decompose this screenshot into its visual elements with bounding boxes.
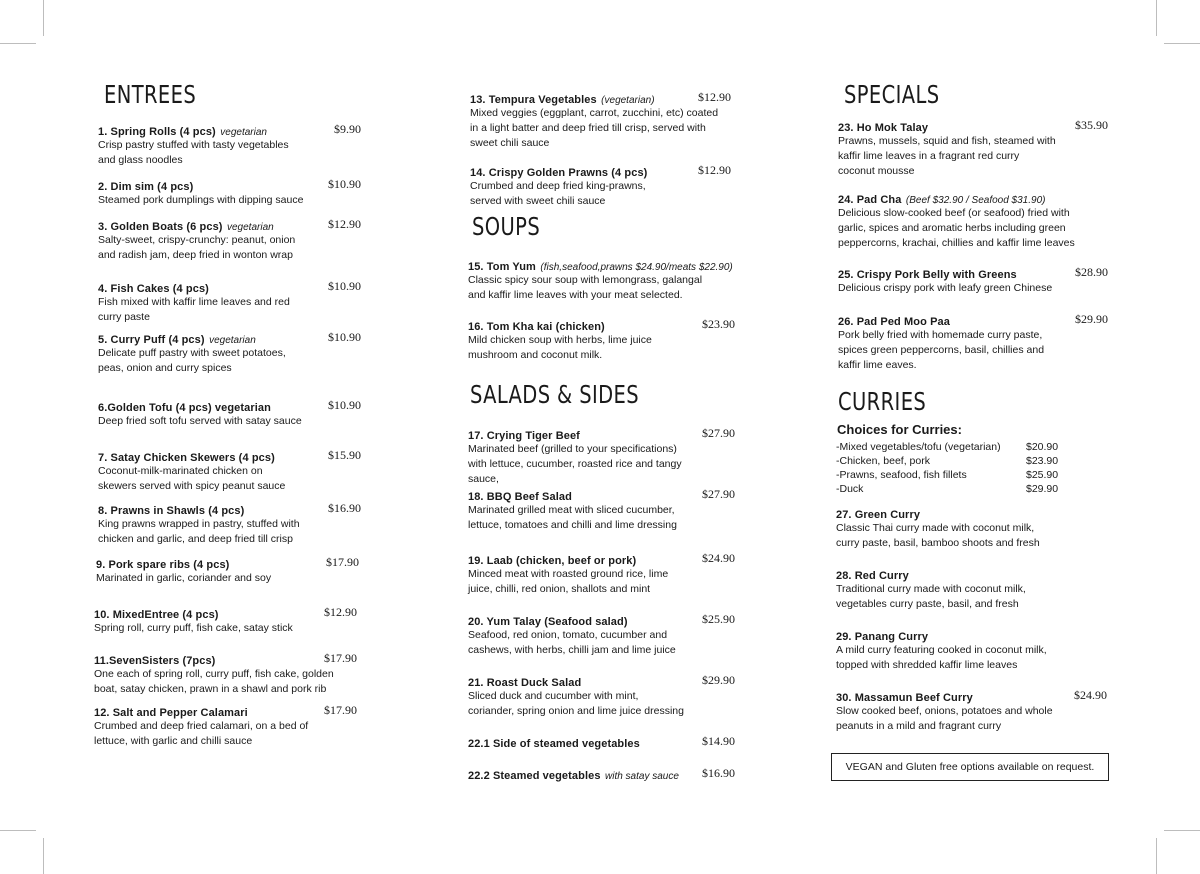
curry-choice-row	[836, 483, 1076, 497]
menu-item-note: (Beef $32.90 / Seafood $31.90)	[905, 195, 1046, 206]
menu-item-price: $35.90	[1075, 118, 1108, 132]
menu-item-description: Mixed veggies (eggplant, carrot, zucchini, etc) coated	[470, 107, 719, 119]
menu-item	[838, 190, 1114, 251]
menu-item	[838, 118, 1114, 179]
menu-item-description: spices green peppercorns, basil, chillies and	[838, 344, 1045, 356]
menu-item-price: $12.90	[698, 163, 731, 177]
menu-item	[94, 605, 364, 636]
menu-item-header	[838, 118, 1114, 134]
menu-item-header	[94, 703, 364, 719]
menu-item	[98, 279, 364, 325]
menu-item-header	[838, 190, 1114, 206]
menu-item	[468, 257, 738, 303]
menu-item	[98, 177, 364, 208]
menu-item	[98, 122, 364, 168]
menu-item-description: Slow cooked beef, onions, potatoes and whole	[836, 705, 1053, 717]
curry-choice-price: $25.90	[1026, 469, 1059, 481]
menu-item	[96, 555, 364, 586]
menu-item-description: lettuce, tomatoes and chilli and lime dressing	[468, 519, 677, 531]
menu-item-name: 7. Satay Chicken Skewers (4 pcs)	[98, 452, 275, 464]
menu-item	[838, 265, 1114, 296]
menu-item-header	[468, 734, 738, 750]
menu-item-description: A mild curry featuring cooked in coconut milk,	[836, 644, 1047, 656]
menu-item-description: Pork belly fried with homemade curry paste,	[838, 329, 1043, 341]
menu-item-name: 25. Crispy Pork Belly with Greens	[838, 269, 1017, 281]
menu-item-header	[468, 551, 738, 567]
menu-item-price: $24.90	[1074, 688, 1107, 702]
menu-item-name: 29. Panang Curry	[836, 631, 929, 643]
menu-item-description: Delicate puff pastry with sweet potatoes,	[98, 347, 286, 359]
menu-item-price: $10.90	[328, 330, 361, 344]
menu-item-description: in a light batter and deep fried till crisp, served with	[470, 122, 706, 134]
menu-item-description: Salty-sweet, crispy-crunchy: peanut, onion	[98, 234, 296, 246]
menu-item	[468, 551, 738, 597]
menu-item-name: 15. Tom Yum	[468, 261, 536, 273]
menu-item-description: Crisp pastry stuffed with tasty vegetables	[98, 139, 289, 151]
menu-item	[98, 330, 364, 376]
menu-item-price: $17.90	[326, 555, 359, 569]
menu-item-price: $10.90	[328, 398, 361, 412]
menu-item-price: $16.90	[328, 501, 361, 515]
menu-item-description: Traditional curry made with coconut milk,	[836, 583, 1026, 595]
menu-item-description: and radish jam, deep fried in wonton wrap	[98, 249, 293, 261]
menu-item-description: sauce,	[468, 473, 499, 485]
menu-item-name: 10. MixedEntree (4 pcs)	[94, 609, 219, 621]
curry-choice-label: -Prawns, seafood, fish fillets	[836, 469, 967, 481]
crop-mark	[1164, 43, 1200, 44]
menu-item-description: Mild chicken soup with herbs, lime juice	[468, 334, 652, 346]
menu-item-header	[836, 505, 1114, 521]
menu-item	[94, 651, 364, 697]
menu-item-description: peanuts in a mild and fragrant curry	[836, 720, 1002, 732]
menu-item-name: 30. Massamun Beef Curry	[836, 692, 973, 704]
menu-item-header	[470, 90, 738, 106]
menu-item-header	[468, 766, 738, 782]
menu-item-description: skewers served with spicy peanut sauce	[98, 480, 286, 492]
menu-item-name: 12. Salt and Pepper Calamari	[94, 707, 248, 719]
menu-item-header	[98, 501, 364, 517]
menu-item	[836, 627, 1114, 673]
specials-heading: SPECIALS	[844, 80, 940, 109]
menu-item-price: $10.90	[328, 177, 361, 191]
menu-item-header	[94, 605, 364, 621]
menu-item-header	[838, 312, 1114, 328]
menu-item	[468, 317, 738, 363]
menu-item-header	[98, 177, 364, 193]
menu-item-description: Fish mixed with kaffir lime leaves and red	[98, 296, 290, 308]
menu-item-price: $27.90	[702, 426, 735, 440]
menu-item-description: curry paste	[98, 311, 150, 323]
curry-choice-row	[836, 441, 1076, 455]
curry-choices-title: Choices for Curries:	[837, 422, 962, 437]
menu-item-description: Sliced duck and cucumber with mint,	[468, 690, 639, 702]
menu-item	[98, 501, 364, 547]
menu-item-header	[470, 163, 738, 179]
menu-item-description: peppercorns, krachai, chillies and kaffir lime leaves	[838, 237, 1075, 249]
menu-item-price: $9.90	[334, 122, 361, 136]
menu-item-name: 28. Red Curry	[836, 570, 909, 582]
menu-item	[98, 217, 364, 263]
menu-item-note: vegetarian	[209, 335, 256, 346]
menu-item-price: $12.90	[698, 90, 731, 104]
menu-item-description: Steamed pork dumplings with dipping sauce	[98, 194, 304, 206]
menu-item-description: lettuce, with garlic and chilli sauce	[94, 735, 253, 747]
menu-item-header	[98, 448, 364, 464]
menu-item	[468, 734, 738, 750]
crop-mark	[1156, 0, 1157, 36]
menu-item-name: 3. Golden Boats (6 pcs)	[98, 221, 223, 233]
menu-item-description: garlic, spices and aromatic herbs including green	[838, 222, 1066, 234]
menu-item-price: $15.90	[328, 448, 361, 462]
curries-heading: CURRIES	[838, 387, 927, 416]
menu-item-description: Crumbed and deep fried king-prawns,	[470, 180, 646, 192]
curry-choice-price: $20.90	[1026, 441, 1059, 453]
menu-item-note: vegetarian	[227, 222, 274, 233]
curry-choice-price: $29.90	[1026, 483, 1059, 495]
menu-item-name: 24. Pad Cha	[838, 194, 902, 206]
menu-item	[468, 766, 738, 782]
menu-item-description: Classic Thai curry made with coconut milk,	[836, 522, 1035, 534]
menu-item-name: 8. Prawns in Shawls (4 pcs)	[98, 505, 245, 517]
crop-mark	[43, 0, 44, 36]
menu-item-header	[468, 487, 738, 503]
menu-item	[468, 612, 738, 658]
menu-item-name: 17. Crying Tiger Beef	[468, 430, 580, 442]
menu-item-header	[468, 426, 738, 442]
menu-item-description: Marinated beef (grilled to your specifications)	[468, 443, 677, 455]
menu-item-price: $27.90	[702, 487, 735, 501]
menu-item-header	[468, 317, 738, 333]
curry-choice-label: -Mixed vegetables/tofu (vegetarian)	[836, 441, 1001, 453]
menu-item-header	[98, 330, 364, 346]
menu-item-price: $12.90	[328, 217, 361, 231]
menu-item-description: Marinated grilled meat with sliced cucumber,	[468, 504, 675, 516]
menu-item-name: 27. Green Curry	[836, 509, 921, 521]
menu-item-name: 20. Yum Talay (Seafood salad)	[468, 616, 628, 628]
salads-heading: SALADS & SIDES	[470, 380, 640, 409]
curry-choice-label: -Chicken, beef, pork	[836, 455, 930, 467]
menu-item-name: 26. Pad Ped Moo Paa	[838, 316, 950, 328]
menu-item-note: vegetarian	[220, 127, 267, 138]
menu-item-name: 22.1 Side of steamed vegetables	[468, 738, 640, 750]
menu-item-name: 9. Pork spare ribs (4 pcs)	[96, 559, 230, 571]
menu-item-name: 13. Tempura Vegetables	[470, 94, 597, 106]
menu-item-header	[98, 217, 364, 233]
menu-item-description: curry paste, basil, bamboo shoots and fresh	[836, 537, 1040, 549]
menu-item-header	[98, 398, 364, 414]
menu-item	[468, 426, 738, 487]
menu-item-price: $28.90	[1075, 265, 1108, 279]
menu-item-note: (vegetarian)	[601, 95, 655, 106]
menu-item-price: $29.90	[702, 673, 735, 687]
menu-item-header	[98, 122, 364, 138]
menu-item-name: 11.SevenSisters (7pcs)	[94, 655, 216, 667]
entrees-heading: ENTREES	[104, 80, 197, 109]
menu-item-description: coconut mousse	[838, 165, 915, 177]
crop-mark	[0, 43, 36, 44]
menu-item-description: Seafood, red onion, tomato, cucumber and	[468, 629, 668, 641]
menu-item-name: 14. Crispy Golden Prawns (4 pcs)	[470, 167, 648, 179]
menu-item-price: $16.90	[702, 766, 735, 780]
menu-item-description: Classic spicy sour soup with lemongrass, galangal	[468, 274, 703, 286]
menu-item-name: 21. Roast Duck Salad	[468, 677, 582, 689]
menu-item-description: Marinated in garlic, coriander and soy	[96, 572, 272, 584]
menu-item-description: Coconut-milk-marinated chicken on	[98, 465, 263, 477]
menu-item-name: 4. Fish Cakes (4 pcs)	[98, 283, 209, 295]
menu-item-name: 19. Laab (chicken, beef or pork)	[468, 555, 637, 567]
menu-item	[98, 448, 364, 494]
menu-item-description: chicken and garlic, and deep fried till crisp	[98, 533, 293, 545]
menu-item-name: 5. Curry Puff (4 pcs)	[98, 334, 205, 346]
soups-heading: SOUPS	[472, 212, 541, 241]
crop-mark	[1164, 830, 1200, 831]
crop-mark	[1156, 838, 1157, 874]
menu-item	[836, 505, 1114, 551]
menu-item-description: with lettuce, cucumber, roasted rice and tangy	[468, 458, 682, 470]
menu-item-header	[96, 555, 364, 571]
menu-item-description: served with sweet chili sauce	[470, 195, 606, 207]
menu-item-description: Prawns, mussels, squid and fish, steamed with	[838, 135, 1056, 147]
menu-item-description: sweet chili sauce	[470, 137, 550, 149]
menu-item-description: Minced meat with roasted ground rice, lime	[468, 568, 669, 580]
menu-item	[98, 398, 364, 429]
menu-item	[836, 688, 1114, 734]
menu-item-price: $12.90	[324, 605, 357, 619]
menu-item	[836, 566, 1114, 612]
menu-item-header	[468, 612, 738, 628]
menu-item-price: $23.90	[702, 317, 735, 331]
menu-item-price: $29.90	[1075, 312, 1108, 326]
menu-item-header	[838, 265, 1114, 281]
menu-item-description: Crumbed and deep fried calamari, on a bed of	[94, 720, 309, 732]
menu-item-description: kaffir lime eaves.	[838, 359, 917, 371]
menu-item-description: and glass noodles	[98, 154, 183, 166]
menu-item-description: vegetables curry paste, basil, and fresh	[836, 598, 1019, 610]
menu-item	[838, 312, 1114, 373]
menu-item-header	[94, 651, 364, 667]
menu-item-header	[836, 627, 1114, 643]
menu-item-name: 2. Dim sim (4 pcs)	[98, 181, 194, 193]
menu-item-description: juice, chilli, red onion, shallots and mint	[468, 583, 651, 595]
crop-mark	[0, 830, 36, 831]
menu-item-description: Deep fried soft tofu served with satay sauce	[98, 415, 302, 427]
curry-choice-label: -Duck	[836, 483, 864, 495]
menu-item-price: $24.90	[702, 551, 735, 565]
menu-item-price: $17.90	[324, 651, 357, 665]
menu-item-price: $14.90	[702, 734, 735, 748]
dietary-notice: VEGAN and Gluten free options available on request.	[831, 753, 1109, 781]
menu-item-header	[98, 279, 364, 295]
menu-item-name: 18. BBQ Beef Salad	[468, 491, 572, 503]
menu-item-name: 1. Spring Rolls (4 pcs)	[98, 126, 216, 138]
menu-item	[470, 163, 738, 209]
menu-item-header	[836, 688, 1114, 704]
menu-item-price: $17.90	[324, 703, 357, 717]
menu-item-description: One each of spring roll, curry puff, fish cake, golden	[94, 668, 334, 680]
curry-choice-row	[836, 455, 1076, 469]
menu-item-description: kaffir lime leaves in a fragrant red curry	[838, 150, 1020, 162]
menu-item-header	[468, 673, 738, 689]
menu-item-header	[468, 257, 738, 273]
menu-item-description: Delicious slow-cooked beef (or seafood) fried with	[838, 207, 1070, 219]
menu-item-description: topped with shredded kaffir lime leaves	[836, 659, 1018, 671]
menu-item-description: Spring roll, curry puff, fish cake, satay stick	[94, 622, 293, 634]
menu-item-price: $25.90	[702, 612, 735, 626]
curry-choice-price: $23.90	[1026, 455, 1059, 467]
menu-item-description: Delicious crispy pork with leafy green Chinese	[838, 282, 1053, 294]
menu-item-description: boat, satay chicken, prawn in a shawl and pork rib	[94, 683, 327, 695]
menu-item-description: cashews, with herbs, chilli jam and lime juice	[468, 644, 676, 656]
curry-choice-row	[836, 469, 1076, 483]
menu-item-header	[836, 566, 1114, 582]
menu-item-description: peas, onion and curry spices	[98, 362, 232, 374]
menu-item	[468, 673, 738, 719]
menu-item-note: (fish,seafood,prawns $24.90/meats $22.90)	[540, 262, 733, 273]
menu-item-description: King prawns wrapped in pastry, stuffed with	[98, 518, 300, 530]
menu-item-name: 16. Tom Kha kai (chicken)	[468, 321, 605, 333]
menu-item	[94, 703, 364, 749]
menu-item-name: 6.Golden Tofu (4 pcs) vegetarian	[98, 402, 271, 414]
menu-item-description: mushroom and coconut milk.	[468, 349, 603, 361]
menu-item	[470, 90, 738, 151]
menu-item-description: coriander, spring onion and lime juice dressing	[468, 705, 684, 717]
menu-item-note: with satay sauce	[605, 771, 679, 782]
menu-item-description: and kaffir lime leaves with your meat selected.	[468, 289, 683, 301]
menu-item-name: 22.2 Steamed vegetables	[468, 770, 601, 782]
crop-mark	[43, 838, 44, 874]
menu-item-name: 23. Ho Mok Talay	[838, 122, 929, 134]
menu-item-price: $10.90	[328, 279, 361, 293]
menu-item	[468, 487, 738, 533]
